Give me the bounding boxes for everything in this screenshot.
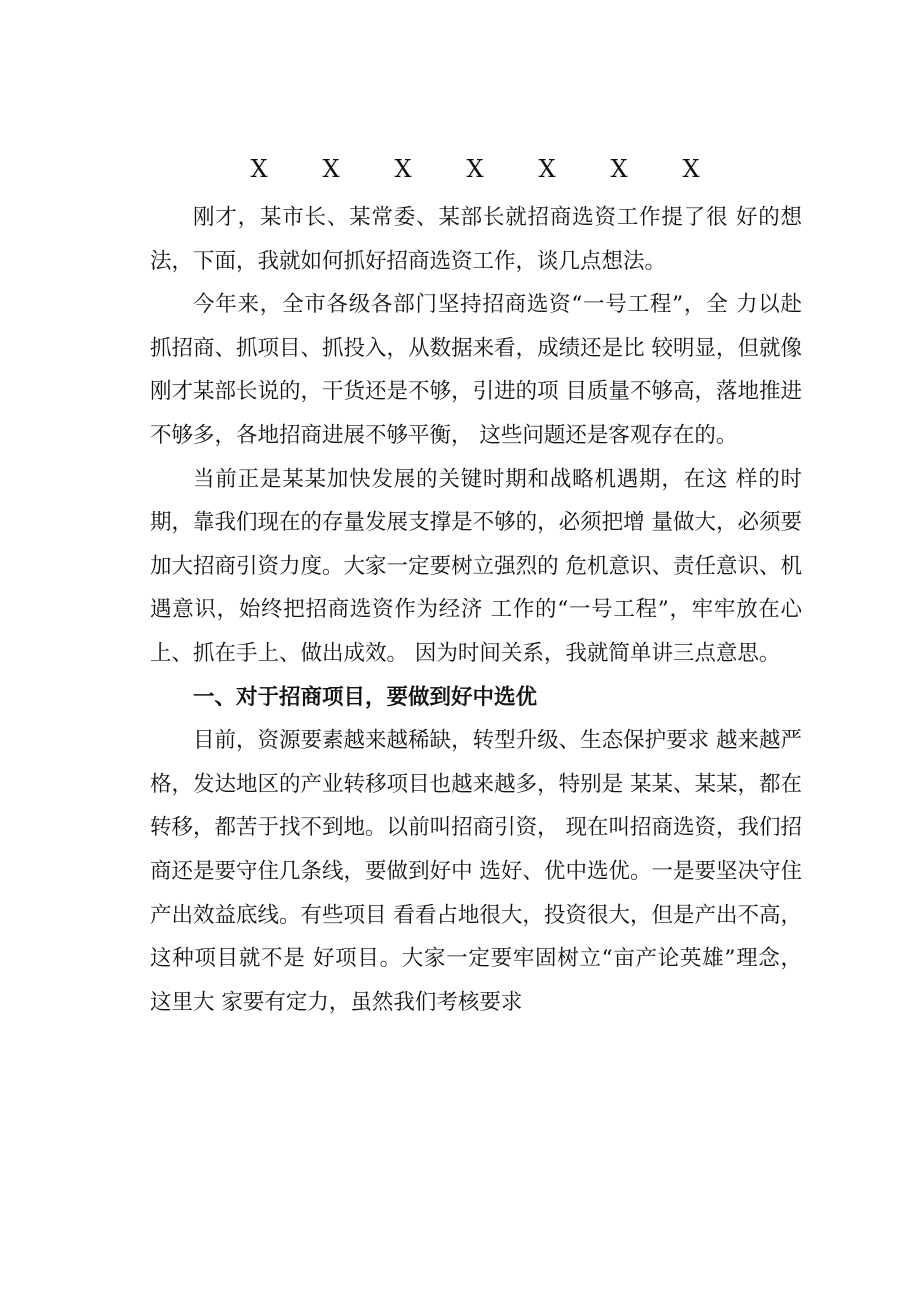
title-char: X — [394, 155, 412, 183]
title-char: X — [250, 155, 268, 183]
title-char: X — [682, 155, 700, 183]
title-char: X — [610, 155, 628, 183]
paragraph-section-1: 目前，资源要素越来越稀缺，转型升级、生态保护要求 越来越严格，发达地区的产业转移项目也越来越多，特别是 某某、某某，都在转移，都苦于找不到地。以前叫招商引资， 现在叫招商选资，我们招商还是要守住几条线，要做到好中 选好、优中选优。一是要坚决守住产出效益底线。有些项目 看看占地很大，投资很大，但是产出不高，这种项目就不是 好项目。大家一定要牢固树立“亩产论英雄”理念，这里大 家要有定力，虽然我们考核要求 — [150, 728, 802, 1015]
paragraph-opening: 刚才，某市长、某常委、某部长就招商选资工作提了很 好的想法，下面，我就如何抓好招商选资工作，谈几点想法。 — [150, 205, 802, 274]
document-body — [150, 196, 802, 1024]
paragraph-current-period: 当前正是某某加快发展的关键时期和战略机遇期，在这 样的时期，靠我们现在的存量发展支撑是不够的，必须把增 量做大，必须要加大招商引资力度。大家一定要树立强烈的 危机意识、责任意识、机遇意识，始终把招商选资作为经济 工作的“一号工程”，牢牢放在心上、抓在手上、做出成效。 因为时间关系，我就简单讲三点意思。 — [150, 466, 802, 666]
title-char: X — [322, 155, 340, 183]
document-title — [150, 152, 800, 186]
title-char: X — [538, 155, 556, 183]
section-heading-1: 一、对于招商项目，要做到好中选优 — [193, 684, 538, 710]
paragraph-progress: 今年来，全市各级各部门坚持招商选资“一号工程”，全 力以赴抓招商、抓项目、抓投入，从数据来看，成绩还是比 较明显，但就像刚才某部长说的，干货还是不够，引进的项 目质量不够高，落地推进不够多，各地招商进展不够平衡， 这些问题还是客观存在的。 — [150, 292, 802, 448]
title-char: X — [466, 155, 484, 183]
